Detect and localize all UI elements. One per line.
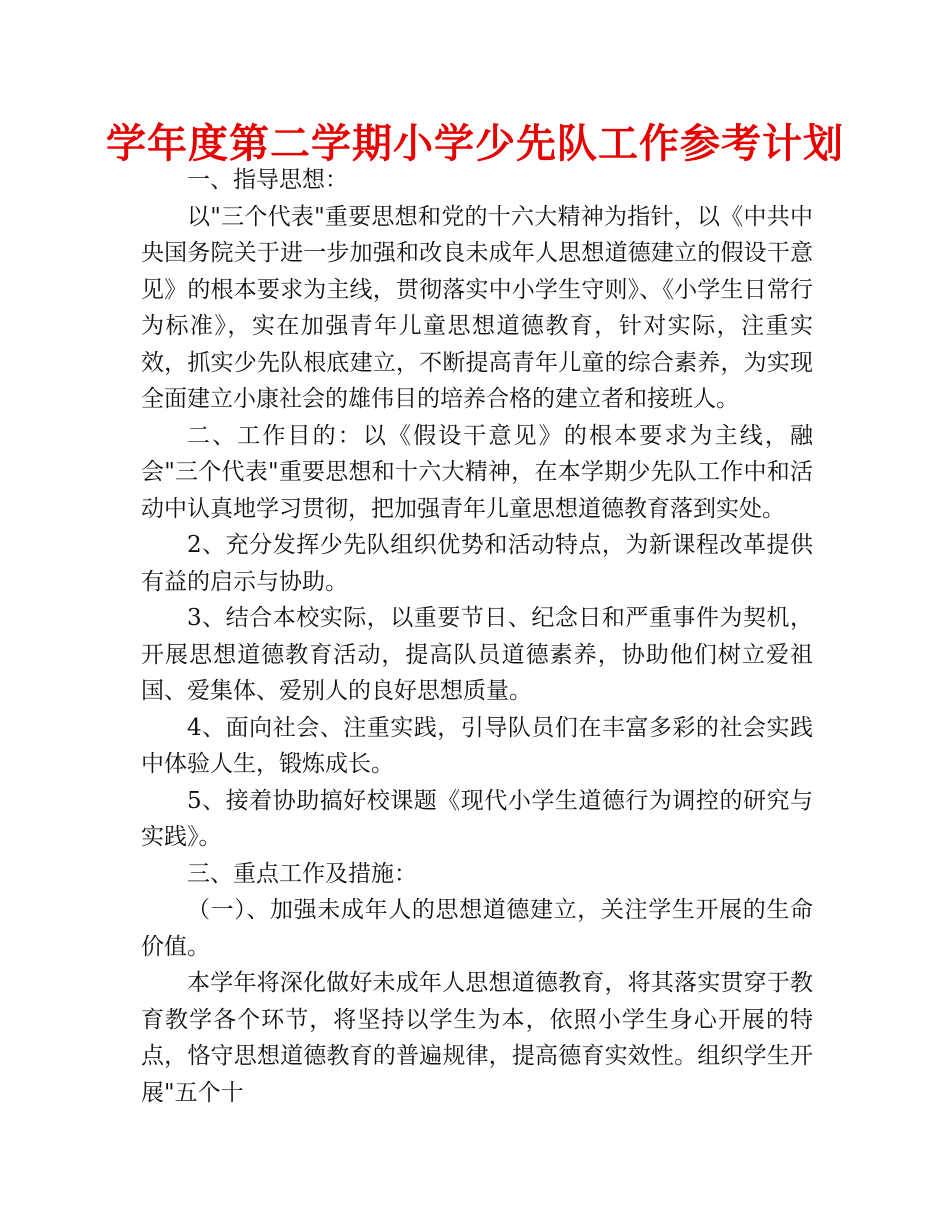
section-heading-guiding-thought: 一、指导思想： (187, 167, 348, 193)
subsection-heading: （一）、加强未成年人的思想道德建立，关注学生开展的生命价值。 (141, 897, 813, 960)
document-title: 学年度第二学期小学少先队工作参考计划 (106, 121, 844, 167)
section-heading-key-work: 三、重点工作及措施： (187, 860, 417, 887)
paragraph: 以"三个代表"重要思想和党的十六大精神为指针，以《中共中央国务院关于进一步加强和改良未成年人思想道德建立的假设干意见》的根本要求为主线，贯彻落实中小学生守则》、《小学生日常行为标准》，实在加强青年儿童思想道德教育，针对实际，注重实效，抓实少先队根底建立，不断提高青年儿童的综合素养，为实现全面建立小康社会的雄伟目的培养合格的建立者和接班人。 (141, 203, 813, 412)
paragraph: 3、结合本校实际，以重要节日、纪念日和严重事件为契机，开展思想道德教育活动，提高队员道德素养，协助他们树立爱祖国、爱集体、爱别人的良好思想质量。 (141, 605, 813, 704)
document-body (141, 162, 813, 1111)
paragraph: 4、面向社会、注重实践，引导队员们在丰富多彩的社会实践中体验人生，锻炼成长。 (141, 714, 813, 777)
paragraph: 二、工作目的：以《假设干意见》的根本要求为主线，融会"三个代表"重要思想和十六大精神，在本学期少先队工作中和活动中认真地学习贯彻，把加强青年儿童思想道德教育落到实处。 (141, 422, 813, 522)
paragraph: 本学年将深化做好未成年人思想道德教育，将其落实贯穿于教育教学各个环节，将坚持以学生为本，依照小学生身心开展的特点，恪守思想道德教育的普遍规律，提高德育实效性。组织学生开展"五个十 (141, 970, 813, 1106)
paragraph: 5、接着协助搞好校课题《现代小学生道德行为调控的研究与实践》。 (141, 787, 813, 850)
paragraph: 2、充分发挥少先队组织优势和活动特点，为新课程改革提供有益的启示与协助。 (141, 532, 813, 595)
